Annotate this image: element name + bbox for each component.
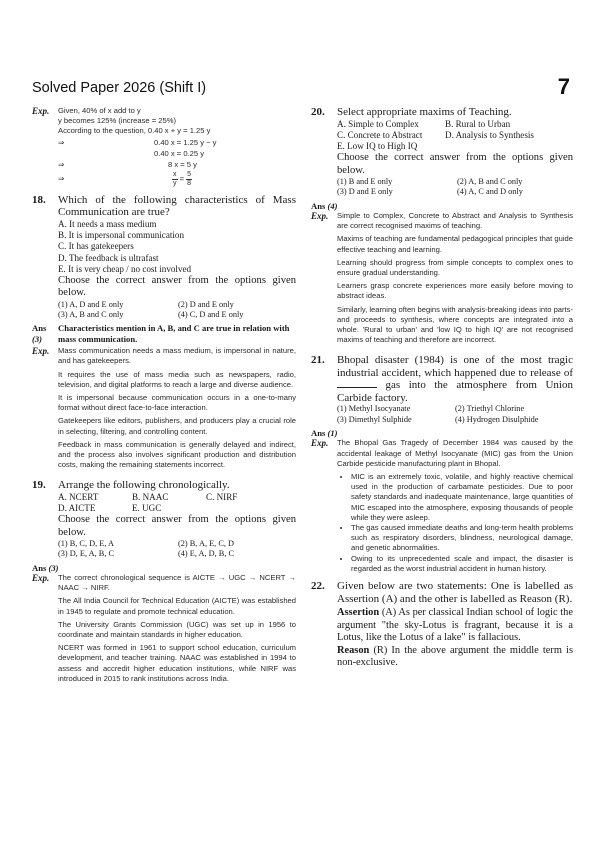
question-text: Given below are two statements: One is labelled as Assertion (A) and the other is labelled as Reason (R). [337, 580, 573, 605]
explanation-paragraph: It requires the use of mass media such as newspapers, radio, television, and digital platforms to reach a large and diverse audience. [58, 369, 296, 389]
question-21 [311, 354, 573, 404]
page-number: 7 [557, 74, 570, 99]
explanation-paragraph: NCERT was formed in 1961 to support school education, curriculum development, and teacher training. NAAC was established in 1994 to assess and accredit higher education institutions, while NIRF was introduced in 2015 to rank institutions across India. [58, 643, 296, 683]
explanation [311, 211, 573, 348]
reason [311, 645, 573, 670]
explanation-paragraph: Mass communication needs a mass medium, is impersonal in nature, and has gatekeepers. [58, 346, 296, 366]
reason-label: Reason [337, 644, 370, 656]
option: (1) B and E only [337, 176, 393, 186]
solution-line: y becomes 125% (increase = 25%) [58, 116, 176, 126]
question-number: 22. [311, 580, 325, 593]
choose-instruction: Choose the correct answer from the options given below. [58, 275, 296, 299]
item: A. NCERT [58, 491, 99, 502]
statement: D. The feedback is ultrafast [58, 252, 159, 263]
question-text: Which of the following characteristics of Mass Communication are true? [58, 193, 296, 219]
question-text: Select appropriate maxims of Teaching. [337, 106, 512, 118]
question-number: 20. [311, 106, 325, 118]
statement: A. It needs a mass medium [58, 218, 157, 229]
bullet-item: • Owing to its unprecedented scale and impact, the disaster is regarded as the worst industrial accident in human history. [351, 554, 573, 574]
explanation [311, 438, 573, 472]
option: (3) D, E, A, B, C [58, 549, 115, 559]
explanation-paragraph: Gatekeepers like editors, publishers, and producers play a crucial role in selecting, filtering, and controlling content. [58, 416, 296, 436]
page-header-title: Solved Paper 2026 (Shift I) [32, 80, 207, 96]
assertion-label: Assertion [337, 607, 380, 619]
question-number: 21. [311, 354, 325, 367]
left-column [32, 106, 296, 687]
exp-label: Exp. [32, 573, 50, 584]
answer-options [311, 177, 573, 198]
option: (2) B, A, E, C, D [178, 539, 235, 549]
item: D. Analysis to Synthesis [445, 129, 534, 140]
explanation [32, 346, 296, 473]
fill-blank [337, 379, 377, 388]
answer-options [32, 300, 296, 321]
math-step: ⇒ 0.40 x = 1.25 y − y [58, 137, 217, 147]
reason-text: (R) In the above argument the middle term is non-exclusive. [337, 644, 573, 669]
answer: Ans (3) Characteristics mention in A, B, and C are true in relation with mass communication. [32, 323, 296, 344]
exp-label: Exp. [311, 438, 329, 449]
item: A. Simple to Complex [337, 118, 419, 129]
option: (1) Methyl Isocyanate [337, 404, 411, 414]
explanation-paragraph: Similarly, learning often begins with analysis-breaking ideas into parts-and proceeds to synthesis, where concepts are integrated into a whole. 'Rural to urban' and 'low IQ to high IQ' are not recognised maxims of teaching and therefore are incorrect. [337, 304, 573, 345]
answer-options [311, 404, 573, 425]
explanation-paragraph: Learners grasp concrete experiences more easily before moving to abstract ideas. [337, 281, 573, 301]
explanation-paragraph: It is impersonal because communication occurs in a one-to-many format without direct face-to-face interaction. [58, 392, 296, 413]
explanation-paragraph: The correct chronological sequence is AICTE → UGC → NCERT → NAAC → NIRF. [58, 573, 296, 593]
explanation-paragraph: Learning should progress from simple concepts to complex ones to ensure gradual understanding. [337, 257, 573, 277]
choose-instruction: Choose the correct answer from the options given below. [58, 514, 296, 538]
option: (2) A, B and C only [457, 176, 523, 186]
statement-list [32, 219, 296, 275]
explanation-paragraph: Maxims of teaching are fundamental pedagogical principles that guide effective teaching and learning. [337, 234, 573, 254]
option: (3) A, B and C only [58, 309, 124, 319]
math-step: 0.40 x = 0.25 y [154, 148, 205, 158]
exp-label: Exp. [311, 210, 329, 221]
answer-text: Characteristics mention in A, B, and C are true in relation with mass communication. [58, 323, 290, 344]
option: (3) D and E only [337, 187, 393, 197]
bullet-item: • MIC is an extremely toxic, volatile, and highly reactive chemical used in the production of carbamate pesticides. Due to poor safety standards and inadequate maintenance, large quantities of MIC escaped into the atmosphere, exposing thousands of people while they were asleep. [351, 472, 573, 523]
explanation-paragraph: Feedback in mass communication is generally delayed and indirect, and the process also involves significant production and distribution costs, making the remaining statements incorrect. [58, 439, 296, 470]
option: (2) Triethyl Chlorine [455, 404, 525, 414]
explanation-bullets [311, 472, 573, 574]
solution-line: Given, 40% of x add to y [58, 106, 141, 115]
item: E. UGC [132, 503, 162, 514]
explanation-paragraph: The Bhopal Gas Tragedy of December 1984 was caused by the accidental leakage of Methyl Isocyanate (MIC) gas from the Union Carbide pesticide manufacturing plant in Bhopal. [337, 438, 573, 468]
option: (4) Hydrogen Disulphide [455, 414, 539, 424]
answer-options [32, 539, 296, 560]
option: (4) C, D and E only [178, 309, 244, 319]
assertion [311, 607, 573, 645]
bullet-item: • The gas caused immediate deaths and long-term health problems such as respiratory disorders, blindness, neurological damage, and genetic abnormalities. [351, 523, 573, 554]
option: (1) B, C, D, E, A [58, 539, 115, 549]
option: (1) A, D and E only [58, 299, 124, 309]
explanation-paragraph: The All India Council for Technical Education (AICTE) was established in 1945 to regulate and promote technical education. [58, 596, 296, 616]
item-list [311, 119, 573, 153]
math-fraction-step: ⇒ $\frac{x}{y}$ = $\frac{5}{8}$ [58, 170, 192, 187]
statement: B. It is impersonal communication [58, 229, 185, 240]
answer: Ans (4) [311, 200, 338, 211]
question-20 [311, 106, 573, 119]
option: (2) D and E only [178, 299, 234, 309]
answer: Ans (3) [32, 562, 59, 573]
assertion-text: (A) As per classical Indian school of logic the argument "the sky-Lotus is fragrant, because it is a Lotus, like the Lotus of a lake" is fallacious. [337, 607, 573, 644]
question-text: Arrange the following chronologically. [58, 479, 230, 492]
question-19 [32, 479, 296, 492]
solution-line: According to the question, 0.40 x + y = 1.25 y [58, 126, 211, 136]
right-column [311, 106, 573, 670]
explanation-paragraph: Simple to Complex, Concrete to Abstract and Analysis to Synthesis are correct recognised maxims of teaching. [337, 210, 573, 231]
item: D. AICTE [58, 503, 96, 514]
explanation-paragraph: The University Grants Commission (UGC) was set up in 1956 to coordinate and maintain standards in higher education. [58, 619, 296, 640]
statement: C. It has gatekeepers [58, 241, 134, 252]
item: C. Concrete to Abstract [337, 129, 423, 140]
choose-instruction: Choose the correct answer from the options given below. [337, 152, 573, 176]
item: E. Low IQ to High IQ [337, 141, 418, 152]
answer: Ans (1) [311, 428, 338, 439]
item: B. Rural to Urban [445, 118, 511, 129]
option: (4) A, C and D only [457, 187, 523, 197]
item: B. NAAC [132, 491, 169, 502]
explanation [32, 573, 296, 687]
question-18 [32, 194, 296, 219]
option: (3) Dimethyl Sulphide [337, 414, 412, 424]
exp-label: Exp. [32, 346, 50, 357]
question-22 [311, 580, 573, 605]
math-step: ⇒ 8 x = 5 y [58, 159, 197, 169]
statement: E. It is very cheap / no cost involved [58, 263, 192, 274]
question-text: Bhopal disaster (1984) is one of the most tragic industrial accident, which happened due to release of gas into the atmosphere from Union Carbide factory. [337, 354, 573, 404]
option: (4) E, A, D, B, C [178, 549, 235, 559]
item: C. NIRF [206, 491, 238, 502]
top-solution [32, 106, 296, 188]
question-number: 18. [32, 193, 46, 206]
exp-label: Exp. [32, 106, 50, 116]
question-number: 19. [32, 479, 46, 492]
item-list [32, 492, 296, 515]
